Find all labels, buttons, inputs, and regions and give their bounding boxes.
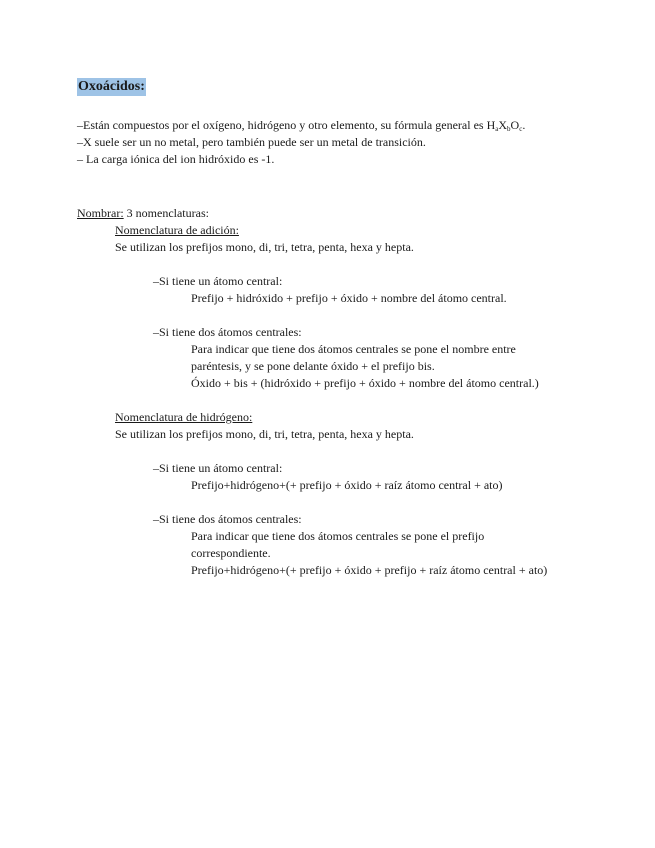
intro-line-charge: – La carga iónica del ion hidróxido es -1. [77,152,275,166]
hidrogeno-description: Se utilizan los prefijos mono, di, tri, tetra, penta, hexa y hepta. [115,427,414,441]
intro-line-text: –Están compuestos por el oxígeno, hidrógeno y otro elemento, su fórmula general es [77,118,487,132]
adicion-heading: Nomenclatura de adición: [115,223,239,237]
adicion-two-centers-line2: paréntesis, y se pone delante óxido + el prefijo bis. [191,359,435,373]
hidrogeno-two-centers-label: –Si tiene dos átomos centrales: [153,512,302,526]
adicion-description: Se utilizan los prefijos mono, di, tri, tetra, penta, hexa y hepta. [115,240,414,254]
nombrar-label: Nombrar: [77,206,124,220]
general-formula: $H_aX_bO_c$ [486,118,523,133]
hidrogeno-one-center-label: –Si tiene un átomo central: [153,461,283,475]
intro-line-x: –X suele ser un no metal, pero también puede ser un metal de transición. [77,135,426,149]
hidrogeno-heading: Nomenclatura de hidrógeno: [115,410,253,424]
hidrogeno-one-center-rule: Prefijo+hidrógeno+(+ prefijo + óxido + raíz átomo central + ato) [191,478,503,492]
adicion-one-center-label: –Si tiene un átomo central: [153,274,283,288]
adicion-two-centers-label: –Si tiene dos átomos centrales: [153,325,302,339]
adicion-one-center-rule: Prefijo + hidróxido + prefijo + óxido + nombre del átomo central. [191,291,507,305]
hidrogeno-two-centers-rule: Prefijo+hidrógeno+(+ prefijo + óxido + prefijo + raíz átomo central + ato) [191,563,548,577]
adicion-two-centers-rule: Óxido + bis + (hidróxido + prefijo + óxido + nombre del átomo central.) [191,376,539,390]
hidrogeno-two-centers-line2: correspondiente. [191,546,271,560]
adicion-two-centers-line1: Para indicar que tiene dos átomos centrales se pone el nombre entre [191,342,516,356]
document-title: Oxoácidos: [78,79,145,94]
nombrar-text: 3 nomenclaturas: [123,206,209,220]
nombrar-line [77,205,209,222]
hidrogeno-two-centers-line1: Para indicar que tiene dos átomos centrales se pone el prefijo [191,529,485,543]
intro-line-formula: –Están compuestos por el oxígeno, hidrógeno y otro elemento, su fórmula general es $H_aX_bO_c$. [77,118,526,133]
